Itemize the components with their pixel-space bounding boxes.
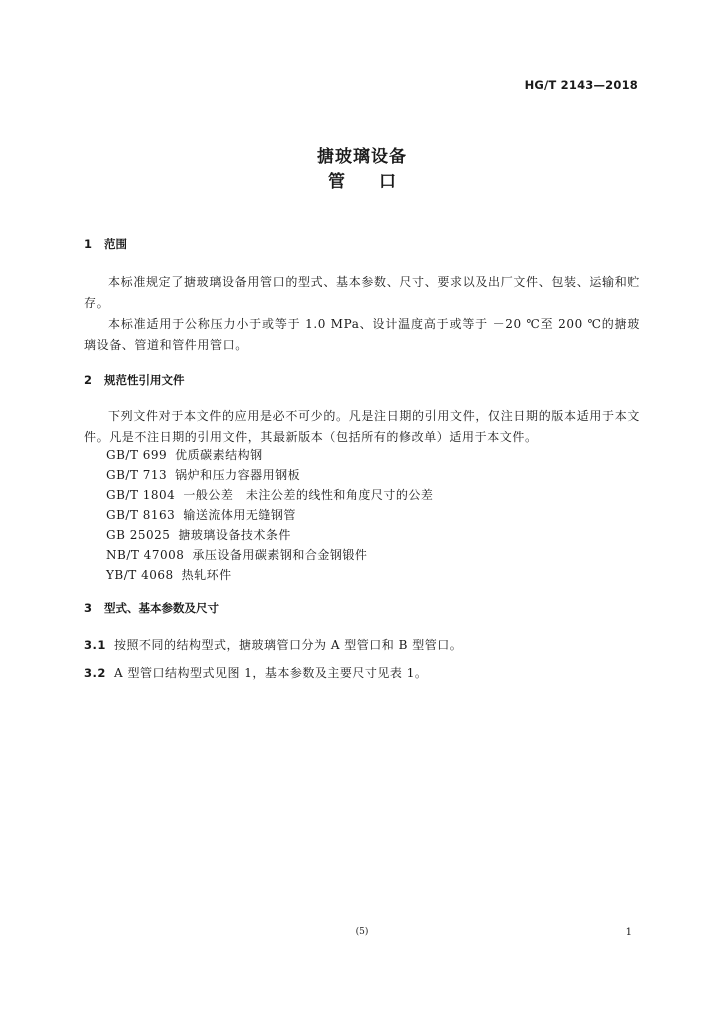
reference-item — [106, 526, 291, 543]
reference-code: YB/T 4068 — [106, 568, 174, 582]
reference-code: NB/T 47008 — [106, 548, 185, 562]
reference-title: 搪玻璃设备技术条件 — [178, 528, 291, 542]
reference-item — [106, 506, 296, 523]
section-3-heading — [84, 600, 219, 616]
section-2-title: 规范性引用文件 — [104, 373, 185, 387]
section-2-heading — [84, 372, 185, 388]
reference-code: GB/T 699 — [106, 448, 168, 462]
clause-text: 按照不同的结构型式，搪玻璃管口分为 A 型管口和 B 型管口。 — [114, 638, 463, 652]
section-3-title: 型式、基本参数及尺寸 — [104, 601, 219, 615]
reference-title: 承压设备用碳素钢和合金钢锻件 — [192, 548, 368, 562]
clause-3-2 — [84, 664, 427, 681]
subtitle-char-1: 管 — [328, 172, 347, 192]
document-title: 搪玻璃设备 — [317, 147, 407, 167]
clause-number: 3.2 — [84, 666, 106, 680]
reference-title: 锅炉和压力容器用钢板 — [175, 468, 301, 482]
section-1-heading — [84, 236, 127, 252]
reference-code: GB 25025 — [106, 528, 171, 542]
section-2-intro: 下列文件对于本文件的应用是必不可少的。凡是注日期的引用文件，仅注日期的版本适用于本文件。凡是不注日期的引用文件，其最新版本（包括所有的修改单）适用于本文件。 — [84, 409, 640, 444]
subtitle-char-2: 口 — [379, 172, 398, 192]
reference-code: GB/T 1804 — [106, 488, 176, 502]
document-subtitle — [0, 167, 724, 192]
reference-item — [106, 466, 300, 483]
reference-item — [106, 486, 433, 503]
reference-item — [106, 566, 232, 583]
footer-sequence: (5) — [355, 927, 369, 937]
section-2-number: 2 — [84, 373, 93, 387]
reference-title: 一般公差 未注公差的线性和角度尺寸的公差 — [183, 488, 434, 502]
section-1-paragraph-1: 本标准规定了搪玻璃设备用管口的型式、基本参数、尺寸、要求以及出厂文件、包装、运输和贮存。 — [84, 275, 640, 310]
section-1-paragraph-2: 本标准适用于公称压力小于或等于 1.0 MPa、设计温度高于或等于 －20 ℃至 200 ℃的搪玻璃设备、管道和管件用管口。 — [84, 317, 640, 352]
reference-title: 输送流体用无缝钢管 — [183, 508, 296, 522]
clause-text: A 型管口结构型式见图 1，基本参数及主要尺寸见表 1。 — [114, 666, 428, 680]
reference-item — [106, 546, 367, 563]
standard-number: HG/T 2143—2018 — [524, 78, 638, 92]
reference-title: 优质碳素结构钢 — [175, 448, 263, 462]
reference-title: 热轧环件 — [181, 568, 232, 582]
section-3-number: 3 — [84, 601, 93, 615]
section-1-number: 1 — [84, 237, 93, 251]
reference-code: GB/T 713 — [106, 468, 168, 482]
reference-code: GB/T 8163 — [106, 508, 176, 522]
section-1-title: 范围 — [104, 237, 127, 251]
clause-3-1 — [84, 636, 462, 653]
reference-item — [106, 446, 263, 463]
clause-number: 3.1 — [84, 638, 106, 652]
page-number: 1 — [625, 927, 632, 938]
